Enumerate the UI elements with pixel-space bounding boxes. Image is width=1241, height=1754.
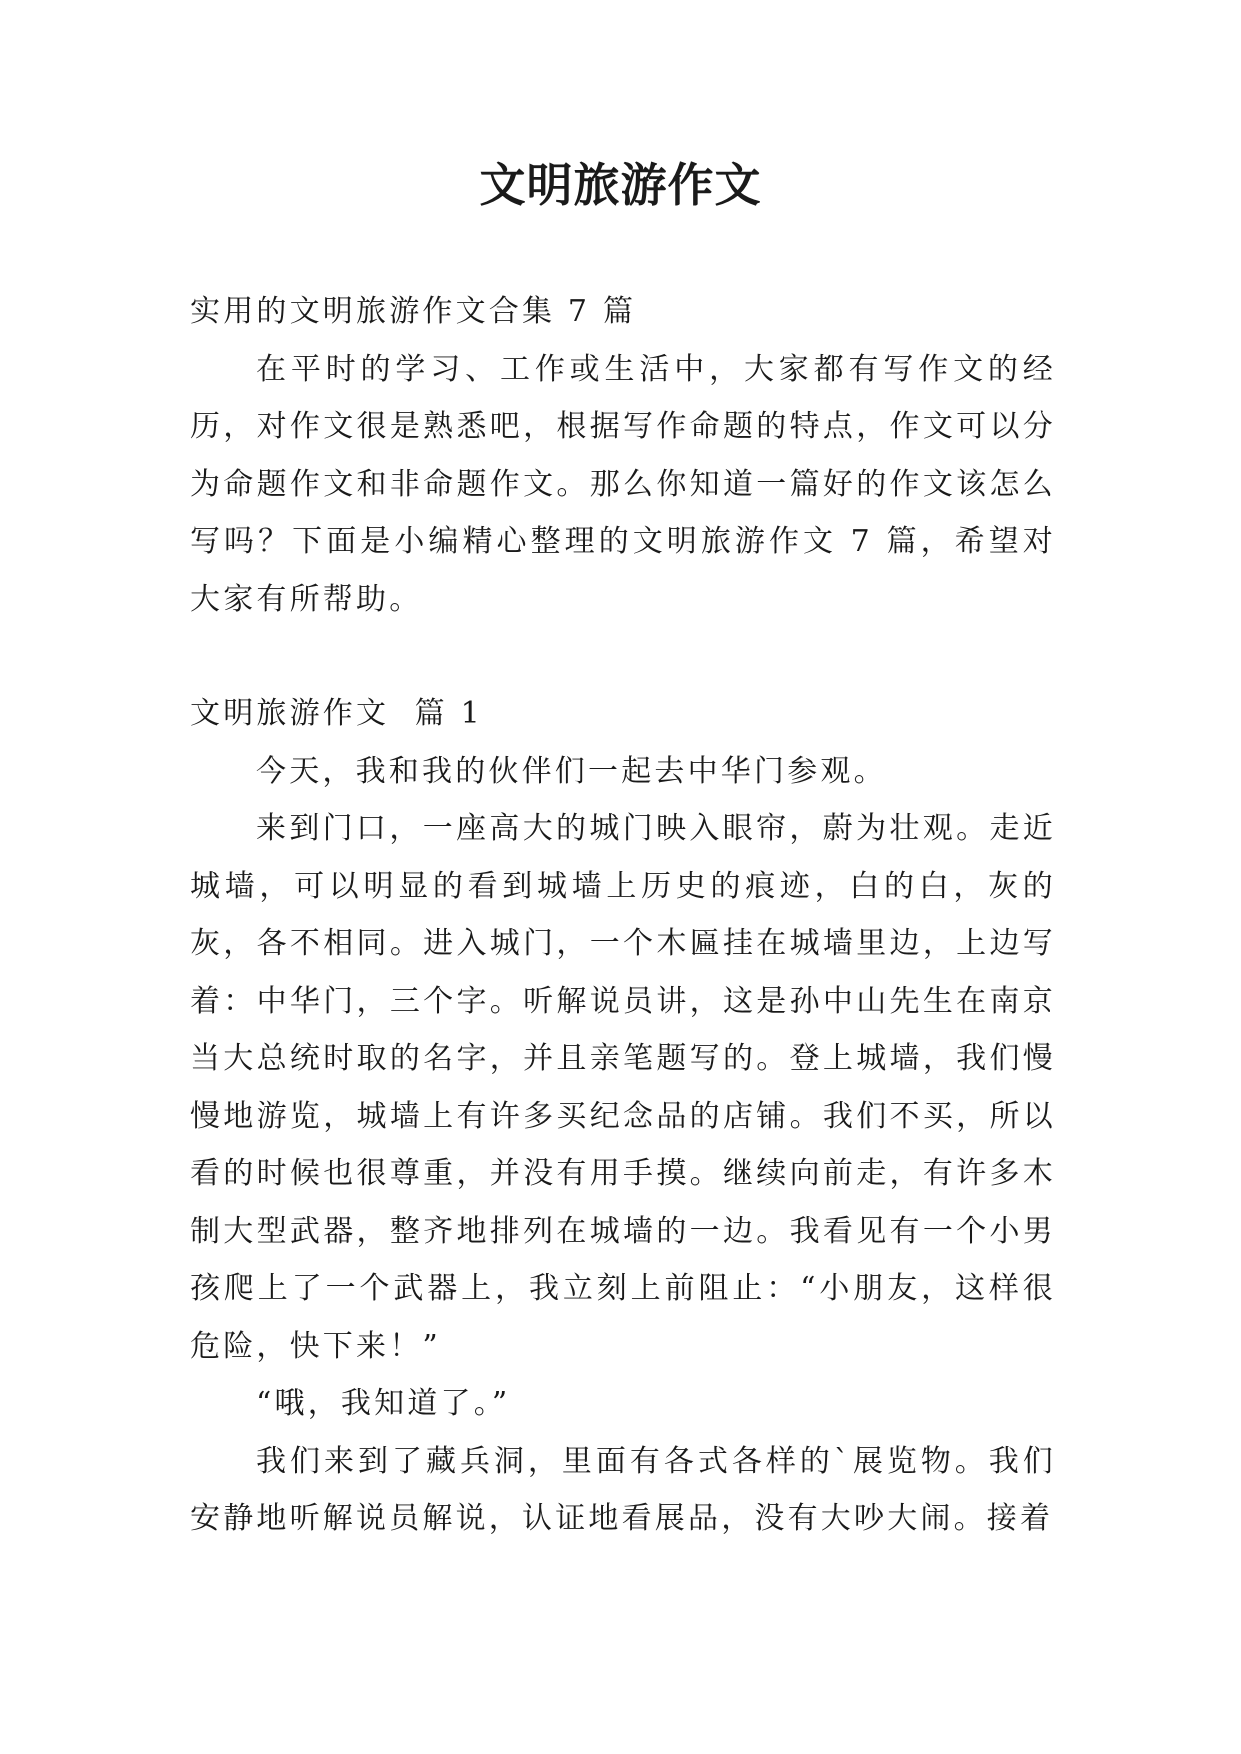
body-paragraph-4: 我们来到了藏兵洞，里面有各式各样的`展览物。我们安静地听解说员解说，认证地看展品，没有大吵大闹。接着	[190, 1443, 1056, 1536]
section-heading: 文明旅游作文 篇 1	[190, 696, 483, 731]
document-body	[190, 283, 1056, 1548]
document-subtitle: 实用的文明旅游作文合集 7 篇	[190, 294, 637, 329]
body-paragraph-3: “哦，我知道了。”	[256, 1386, 511, 1421]
body-paragraph-1: 今天，我和我的伙伴们一起去中华门参观。	[256, 753, 887, 789]
body-paragraph-2: 来到门口，一座高大的城门映入眼帘，蔚为壮观。走近城墙，可以明显的看到城墙上历史的痕迹，白的白，灰的灰，各不相同。进入城门，一个木匾挂在城墙里边，上边写着：中华门，三个字。听解说员讲，这是孙中山先生在南京当大总统时取的名字，并且亲笔题写的。登上城墙，我们慢慢地游览，城墙上有许多买纪念品的店铺。我们不买，所以看的时候也很尊重，并没有用手摸。继续向前走，有许多木制大型武器，整齐地排列在城墙的一边。我看见有一个小男孩爬上了一个武器上，我立刻上前阻止：“小朋友，这样很危险，快下来！”	[190, 811, 1056, 1364]
intro-paragraph: 在平时的学习、工作或生活中，大家都有写作文的经历，对作文很是熟悉吧，根据写作命题的特点，作文可以分为命题作文和非命题作文。那么你知道一篇好的作文该怎么写吗？下面是小编精心整理的文明旅游作文 7 篇，希望对大家有所帮助。	[190, 351, 1056, 617]
document-title: 文明旅游作文	[479, 158, 762, 212]
